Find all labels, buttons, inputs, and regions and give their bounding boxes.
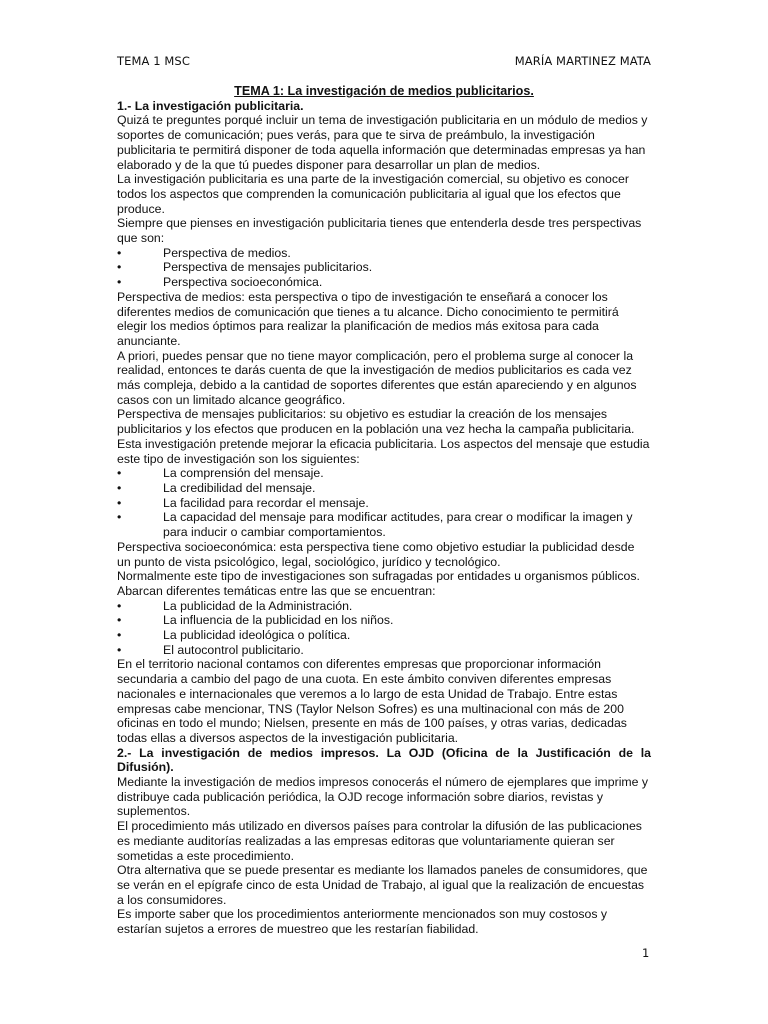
list-item: • El autocontrol publicitario. [117, 642, 304, 657]
header-right: MARÍA MARTINEZ MATA [514, 54, 651, 68]
bullet-glyph: • [117, 598, 122, 613]
bullet-glyph: • [117, 628, 122, 643]
bullet-glyph: • [117, 642, 122, 657]
document-title: TEMA 1: La investigación de medios publicitarios. [234, 84, 534, 98]
list-item: • Perspectiva de medios. [117, 245, 291, 260]
bullet-glyph: • [117, 245, 122, 260]
list-item: • La credibilidad del mensaje. [117, 480, 316, 495]
list-item: • La publicidad ideológica o política. [117, 628, 351, 643]
page-header [117, 54, 651, 68]
bullet-list-perspectives [117, 246, 651, 290]
list-item: • La publicidad de la Administración. [117, 598, 353, 613]
paragraph: Quizá te preguntes porqué incluir un tema de investigación publicitaria en un módulo de medios y soportes de comunicación; pues verás, para que te sirva de preámbulo, la investigación publicitaria te permitirá disponer de toda aquella información que determinadas empresas ya han elaborado y de la que tú puedes disponer para desarrollar un plan de medios. [117, 113, 648, 172]
paragraph: Perspectiva de mensajes publicitarios: su objetivo es estudiar la creación de los mensajes publicitarios y los efectos que producen en la población una vez hecha la campaña publicitaria. Esta investigación pretende mejorar la eficacia publicitaria. Los aspectos del mensaje que estudia este tipo de investigación son los siguientes: [117, 407, 650, 466]
paragraph: Mediante la investigación de medios impresos conocerás el número de ejemplares que imprime y distribuye cada publicación periódica, la OJD recoge información sobre diarios, revistas y suplementos. [117, 775, 649, 819]
paragraph: Otra alternativa que se puede presentar es mediante los llamados paneles de consumidores, que se verán en el epígrafe cinco de esta Unidad de Trabajo, al igual que la realización de encuestas a los consumidores. [117, 863, 648, 907]
list-item: • Perspectiva socioeconómica. [117, 275, 323, 290]
bullet-list-themes [117, 599, 651, 658]
bullet-glyph: • [117, 466, 122, 481]
paragraph: Es importe saber que los procedimientos anteriormente mencionados son muy costosos y estarían sujetos a errores de muestreo que les restarían fiabilidad. [117, 907, 608, 937]
list-item: • Perspectiva de mensajes publicitarios. [117, 260, 373, 275]
paragraph: La investigación publicitaria es una parte de la investigación comercial, su objetivo es conocer todos los aspectos que comprenden la comunicación publicitaria al igual que los efectos que produce. [117, 172, 629, 216]
paragraph: El procedimiento más utilizado en diversos países para controlar la difusión de las publicaciones es mediante auditorías realizadas a las empresas editoras que voluntariamente quieran ser sometidas a este procedimiento. [117, 819, 642, 863]
list-item: • La comprensión del mensaje. [117, 466, 324, 481]
paragraph: Siempre que pienses en investigación publicitaria tienes que entenderla desde tres perspectivas que son: [117, 216, 642, 246]
paragraph: Perspectiva de medios: esta perspectiva o tipo de investigación te enseñará a conocer los diferentes medios de comunicación que tienes a tu alcance. Dicho conocimiento te permitirá elegir los medios óptimos para realizar la planificación de medios más exitosa para cada anunciante. [117, 289, 619, 348]
document-body [117, 84, 651, 937]
header-left: TEMA 1 MSC [117, 54, 190, 68]
paragraph: A priori, puedes pensar que no tiene mayor complicación, pero el problema surge al conocer la realidad, entonces te darás cuenta de que la investigación de medios publicitarios es cada vez más compleja, debido a la cantidad de soportes diferentes que están apareciendo y en algunos casos con un limitado alcance geográfico. [117, 348, 637, 407]
paragraph: Perspectiva socioeconómica: esta perspectiva tiene como objetivo estudiar la publicidad desde un punto de vista psicológico, legal, sociológico, jurídico y tecnológico. [117, 539, 635, 569]
bullet-glyph: • [117, 510, 122, 525]
list-item: • La capacidad del mensaje para modificar actitudes, para crear o modificar la imagen y para inducir o cambiar comportamientos. [117, 510, 633, 540]
bullet-glyph: • [117, 260, 122, 275]
list-item: • La influencia de la publicidad en los niños. [117, 613, 394, 628]
bullet-list-message-aspects [117, 466, 651, 540]
list-item: • La facilidad para recordar el mensaje. [117, 495, 369, 510]
page-number: 1 [642, 946, 650, 960]
section-1-heading: 1.- La investigación publicitaria. [117, 98, 304, 113]
bullet-glyph: • [117, 275, 122, 290]
bullet-glyph: • [117, 613, 122, 628]
paragraph: En el territorio nacional contamos con diferentes empresas que proporcionar información secundaria a cambio del pago de una cuota. En este ámbito conviven diferentes empresas nacionales e internacionales que veremos a lo largo de esta Unidad de Trabajo. Entre estas empresas cabe mencionar, TNS (Taylor Nelson Sofres) es una multinacional con más de 200 oficinas en todo el mundo; Nielsen, presente en más de 100 países, y otras varias, dedicadas todas ellas a diversos aspectos de la investigación publicitaria. [117, 657, 627, 745]
paragraph: Normalmente este tipo de investigaciones son sufragadas por entidades u organismos públicos. Abarcan diferentes temáticas entre las que se encuentran: [117, 569, 640, 598]
bullet-glyph: • [117, 480, 122, 495]
bullet-glyph: • [117, 495, 122, 510]
section-2-heading: 2.- La investigación de medios impresos. La OJD (Oficina de la Justificación de la Difusión). [117, 745, 651, 775]
